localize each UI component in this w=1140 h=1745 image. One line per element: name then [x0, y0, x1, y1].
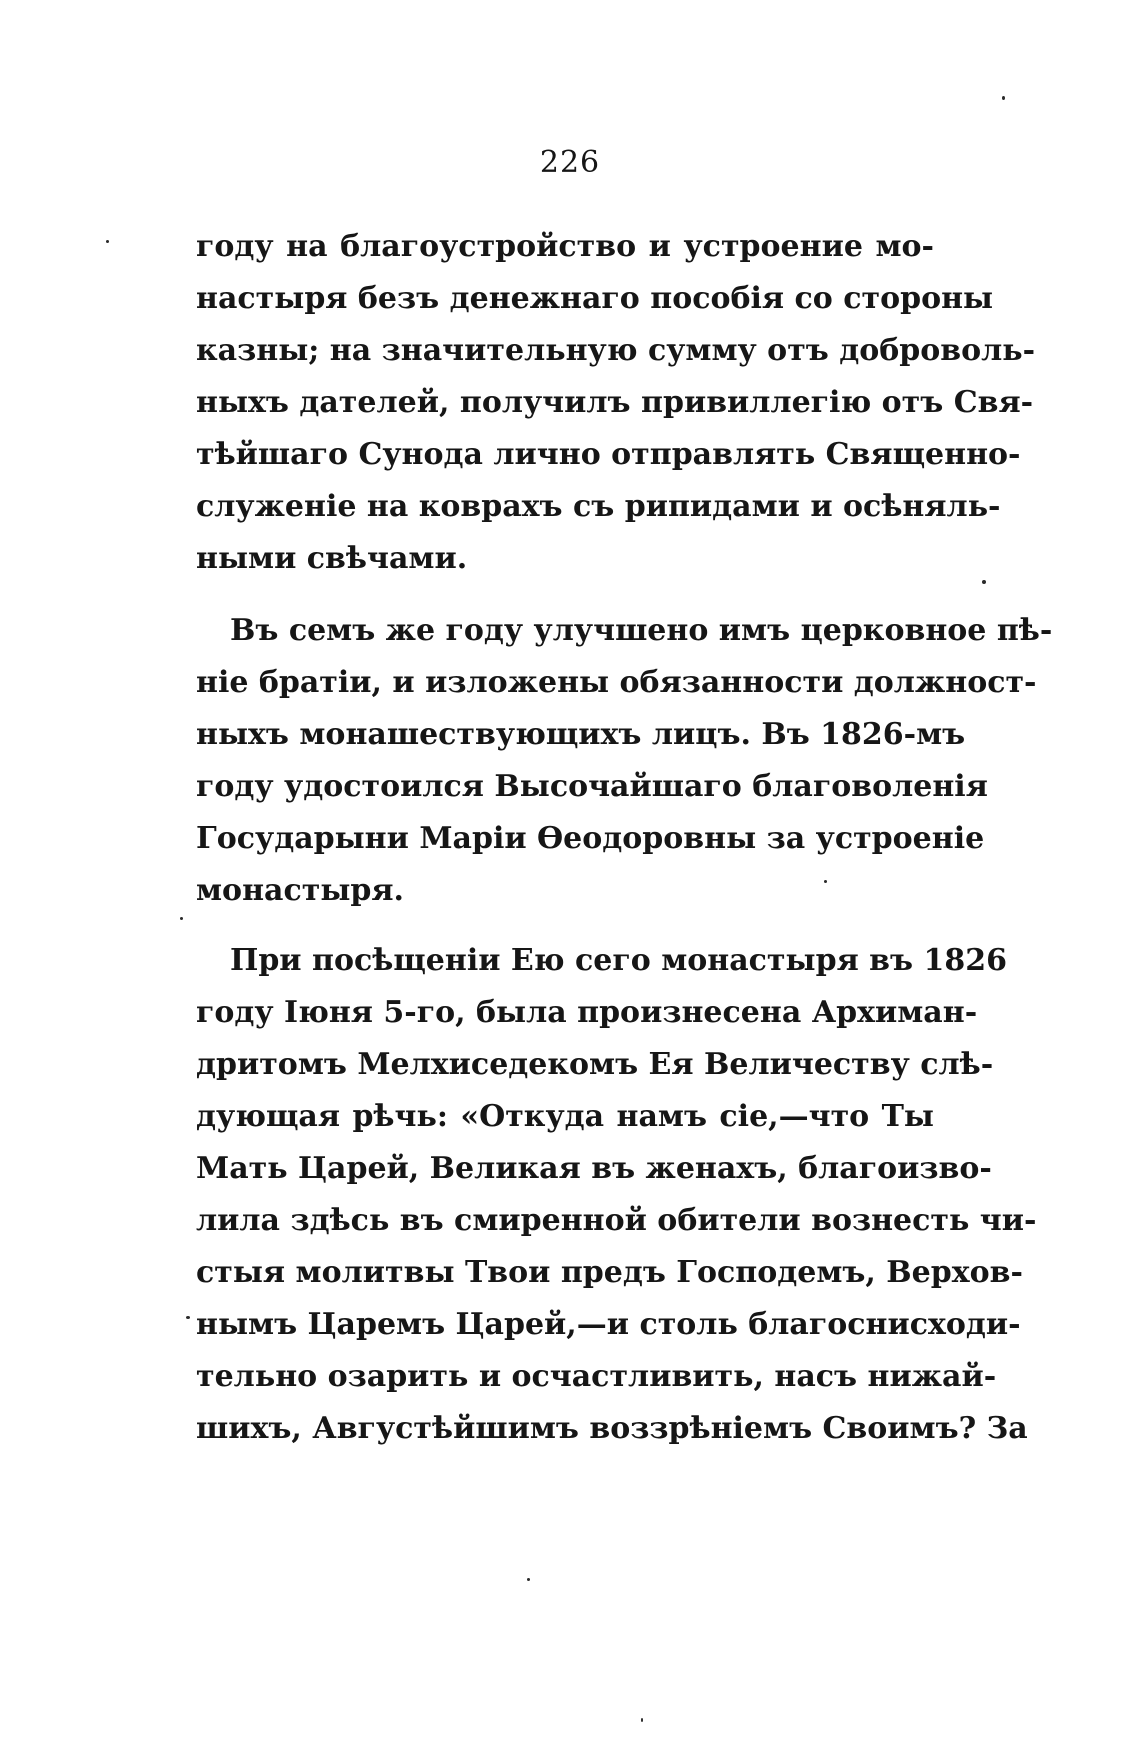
scan-speck [527, 1578, 530, 1581]
scan-speck [180, 917, 183, 920]
text-line: казны; на значительную сумму отъ доброволь- [196, 333, 1036, 368]
text-line: шихъ, Августѣйшимъ воззрѣніемъ Своимъ? За [196, 1411, 1028, 1446]
text-line: дритомъ Мелхиседекомъ Ея Величеству слѣ- [196, 1047, 994, 1082]
paragraph-2 [196, 605, 1053, 917]
scan-speck [1002, 96, 1005, 100]
text-line: дующая рѣчь: «Откуда намъ сіе,—что Ты [196, 1099, 934, 1134]
scan-speck [641, 1718, 643, 1722]
text-line: году Іюня 5-го, была произнесена Архиман- [196, 995, 978, 1030]
text-line: году на благоустройство и устроение мо- [196, 229, 934, 264]
text-line: Мать Царей, Великая въ женахъ, благоизво- [196, 1151, 992, 1186]
text-line: нымъ Царемъ Царей,—и столь благоснисходи- [196, 1307, 1021, 1342]
text-line: тельно озарить и осчастливить, насъ нижай- [196, 1359, 997, 1394]
text-line: тѣйшаго Сунода лично отправлять Священно- [196, 437, 1021, 472]
text-line: ными свѣчами. [196, 541, 468, 576]
text-line: настыря безъ денежнаго пособія со стороны [196, 281, 994, 316]
page-number: 226 [539, 145, 601, 180]
text-line: Государыни Маріи Ѳеодоровны за устроеніе [196, 821, 985, 856]
paragraph-1 [196, 221, 1036, 585]
text-line: году удостоился Высочайшаго благоволенія [196, 769, 988, 804]
text-line: ніе братіи, и изложены обязанности должност- [196, 665, 1037, 700]
text-line: лила здѣсь въ смиренной обители вознесть чи- [196, 1203, 1037, 1238]
scan-speck [106, 240, 109, 243]
text-line: стыя молитвы Твои предъ Господемъ, Верхов- [196, 1255, 1023, 1290]
text-line: служеніе на коврахъ съ рипидами и осѣняль- [196, 489, 1001, 524]
scan-speck [824, 880, 827, 883]
text-line: Въ семъ же году улучшено имъ церковное пѣ- [230, 613, 1053, 648]
scan-speck [982, 580, 986, 584]
scan-speck [186, 1316, 190, 1319]
text-line: ныхъ монашествующихъ лицъ. Въ 1826-мъ [196, 717, 966, 752]
paragraph-3 [196, 935, 1037, 1455]
text-line: ныхъ дателей, получилъ привиллегію отъ Свя- [196, 385, 1034, 420]
text-line: монастыря. [196, 873, 404, 908]
text-line: При посѣщеніи Ею сего монастыря въ 1826 [230, 943, 1007, 978]
